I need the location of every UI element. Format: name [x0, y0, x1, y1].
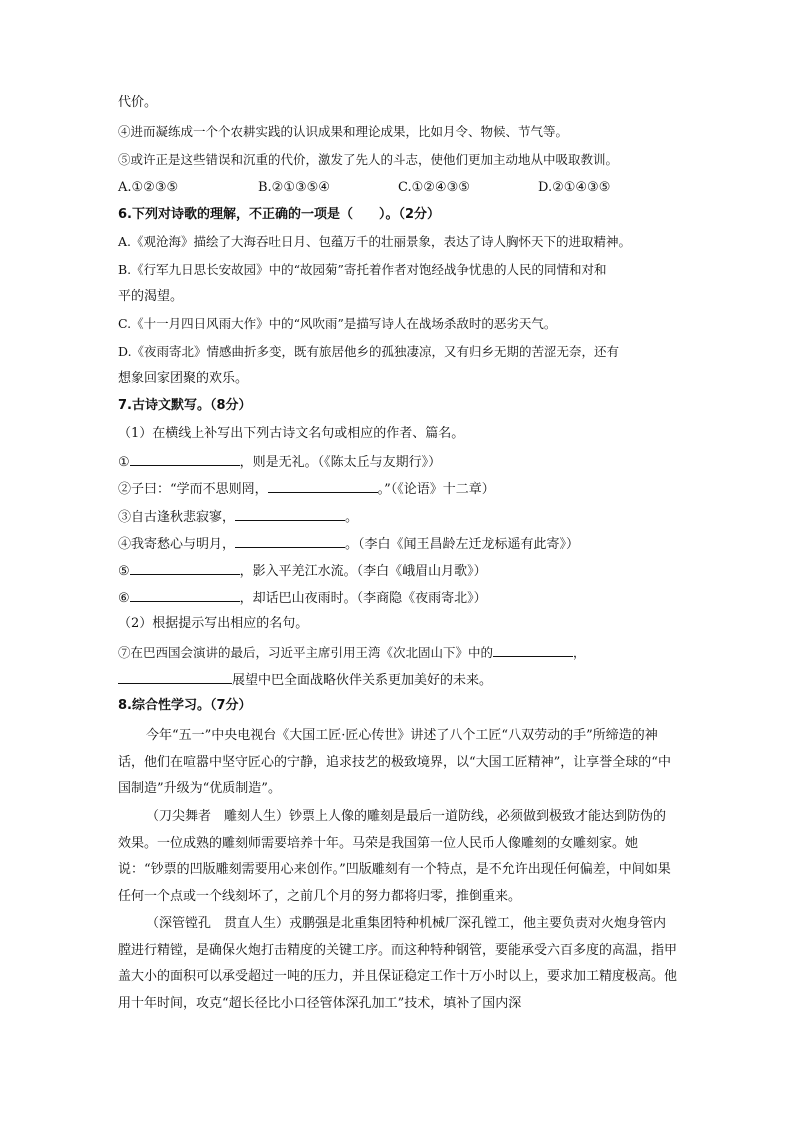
- q7-item-3-post: 。: [345, 510, 359, 525]
- q5-options: [118, 178, 678, 198]
- q5-item-5: ⑤或许正是这些错误和沉重的代价，激发了先人的斗志，使他们更加主动地从中吸取教训。: [118, 152, 619, 167]
- q7-blank-2[interactable]: [268, 478, 378, 493]
- q7-blank-1[interactable]: [130, 451, 240, 466]
- q7-blank-4[interactable]: [235, 533, 345, 548]
- q8-paragraph-3: （深管镗孔 贯直人生）戎鹏强是北重集团特种机械厂深孔镗工，他主要负责对火炮身管内膛进行精镗，是确保火炮打击精度的关键工序。而这种特种钢管，要能承受六百多度的高温，指甲盖大小的面积可以承受超过一吨的压力，并且保证稳定工作十万小时以上，要求加工精度极高。他用十年时间，攻克“超长径比小口径管体深孔加工”技术，填补了国内深: [118, 916, 678, 1011]
- q7-item-1: [118, 451, 678, 473]
- q5-item-4: ④进而凝练成一个个农耕实践的认识成果和理论成果，比如月令、物候、节气等。: [118, 124, 569, 139]
- q6-option-a[interactable]: A.《观沧海》描绘了大海吞吐日月、包蕴万千的壮丽景象，表达了诗人胸怀天下的进取精神。: [118, 234, 632, 249]
- q5-option-d[interactable]: D.②①④③⑤: [538, 180, 611, 195]
- q7-blank-5[interactable]: [130, 560, 240, 575]
- q7-item-6-pre: ⑥: [118, 591, 130, 606]
- q7-item-7-pre: ⑦在巴西国会演讲的最后，习近平主席引用王湾《次北固山下》中的: [118, 645, 494, 660]
- q5-option-c[interactable]: C.①②④③⑤: [398, 180, 470, 195]
- q7-item-5: [118, 560, 678, 582]
- q7-item-4: [118, 533, 678, 555]
- q5-option-a[interactable]: A.①②③⑤: [118, 180, 179, 195]
- q7-title: 7.古诗文默写。（8分）: [118, 398, 252, 413]
- q7-item-1-pre: ①: [118, 455, 130, 470]
- q7-sub1: （1）在横线上补写出下列古诗文名句或相应的作者、篇名。: [118, 426, 465, 441]
- q7-blank-6[interactable]: [130, 587, 240, 602]
- q6-option-c[interactable]: C.《十一月四日风雨大作》中的“风吹雨”是描写诗人在战场杀敌时的恶劣天气。: [118, 316, 557, 331]
- q6-option-b-line1[interactable]: B.《行军九日思长安故园》中的“故园菊”寄托着作者对饱经战争忧患的人民的同情和对和: [118, 262, 607, 277]
- q7-blank-7a[interactable]: [493, 642, 573, 657]
- q6-option-b-line2: 平的渴望。: [118, 289, 184, 304]
- q7-item-2-pre: ②子曰：“学而不思则罔，: [118, 482, 268, 497]
- q7-item-7-line2: [118, 669, 678, 691]
- q7-item-4-post: 。（李白《闻王昌龄左迁龙标遥有此寄》）: [345, 537, 580, 552]
- q5-option-b[interactable]: B.②①③⑤④: [258, 180, 330, 195]
- q8-paragraph-2: （刀尖舞者 雕刻人生）钞票上人像的雕刻是最后一道防线，必须做到极致才能达到防伪的效果。一位成熟的雕刻师需要培养十年。马荣是我国第一位人民币人像雕刻的女雕刻家。她说：“钞票的凹版雕刻需要用心来创作。”凹版雕刻有一个特点，是不允许出现任何偏差，中间如果任何一个点或一个线刻坏了，之前几个月的努力都将归零，推倒重来。: [118, 809, 671, 904]
- q7-item-6: [118, 587, 678, 609]
- q7-item-3-pre: ③自古逢秋悲寂寥，: [118, 510, 236, 525]
- q7-item-4-pre: ④我寄愁心与明月，: [118, 537, 236, 552]
- q5-tail: 代价。: [118, 95, 158, 110]
- q7-blank-7b[interactable]: [118, 669, 232, 684]
- q7-sub2: （2）根据提示写出相应的名句。: [118, 616, 309, 631]
- q6-title: 6.下列对诗歌的理解，不正确的一项是（ ）。（2分）: [118, 207, 441, 222]
- q8-paragraph-1: 今年“五一”中央电视台《大国工匠·匠心传世》讲述了八个工匠“八双劳动的手”所缔造的神话，他们在喧嚣中坚守匠心的宁静，追求技艺的极致境界，以“大国工匠精神”，让享誉全球的“中国制造”升级为“优质制造”。: [118, 728, 671, 796]
- q6-option-d-line2: 想象回家团聚的欢乐。: [118, 371, 249, 386]
- q7-item-7-post: 展望中巴全面战略伙伴关系更加美好的未来。: [232, 673, 493, 688]
- q6-option-d-line1[interactable]: D.《夜雨寄北》情感曲折多变，既有旅居他乡的孤独凄凉，又有归乡无期的苦涩无奈，还有: [118, 344, 620, 359]
- q7-item-5-post: ，影入平羌江水流。（李白《峨眉山月歌》）: [239, 564, 487, 579]
- q7-item-6-post: ，却话巴山夜雨时。（李商隐《夜雨寄北》）: [239, 591, 487, 606]
- q7-item-2: [118, 478, 678, 500]
- q7-item-7-mid: ，: [573, 645, 586, 660]
- q7-item-2-post: 。”（《论语》十二章）: [377, 482, 495, 497]
- q7-item-7-line1: [118, 642, 678, 663]
- q7-blank-3[interactable]: [235, 506, 345, 521]
- q7-item-1-post: ，则是无礼。（《陈太丘与友期行》）: [239, 455, 442, 470]
- q7-item-5-pre: ⑤: [118, 564, 130, 579]
- q8-title: 8.综合性学习。（7分）: [118, 698, 252, 713]
- q7-item-3: [118, 506, 678, 528]
